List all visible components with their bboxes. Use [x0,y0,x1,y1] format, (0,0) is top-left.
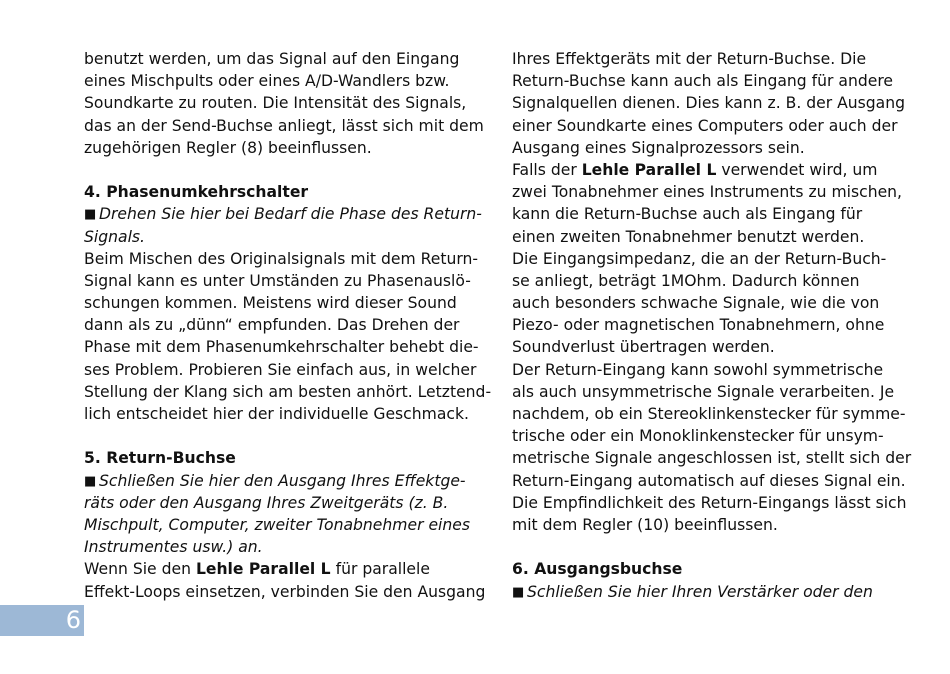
text-line: Falls der Lehle Parallel L verwendet wird, um [512,160,878,179]
text-line: einen zweiten Tonabnehmer benutzt werden. [512,227,865,246]
text-line: zugehörigen Regler (8) beeinflussen. [84,138,372,157]
text-line: Signal kann es unter Umständen zu Phasenauslö- [84,271,471,290]
text-line: schungen kommen. Meistens wird dieser Sound [84,294,457,313]
right-column [512,48,922,603]
bullet-square-icon: ■ [84,207,97,223]
text-line: als auch unsymmetrische Signale verarbeiten. Je [512,382,895,401]
bullet-square-icon: ■ [512,584,525,600]
text-line: das an der Send-Buchse anliegt, lässt sich mit dem [84,116,484,135]
text-line: mit dem Regler (10) beeinflussen. [512,515,778,534]
text-line: Stellung der Klang sich am besten anhört. Letztend- [84,382,492,401]
text-line: dann als zu „dünn“ empfunden. Das Drehen der [84,316,460,335]
bullet-square-icon: ■ [84,473,97,489]
text-line: Effekt-Loops einsetzen, verbinden Sie den Ausgang [84,582,486,601]
text-line: benutzt werden, um das Signal auf den Eingang [84,50,460,68]
text-line: Beim Mischen des Originalsignals mit dem Return- [84,249,478,268]
instruction-line: ■ Schließen Sie hier Ihren Verstärker oder den [512,581,922,603]
text-line: nachdem, ob ein Stereoklinkenstecker für symme- [512,405,906,423]
text-line: metrische Signale angeschlossen ist, stellt sich der [512,449,912,468]
section-heading: 5. Return-Buchse [84,449,236,468]
product-name: Lehle Parallel L [195,560,331,579]
text-line: se anliegt, beträgt 1MOhm. Dadurch können [512,271,860,290]
text-line: lich entscheidet hier der individuelle Geschmack. [84,405,469,423]
left-column [84,48,494,603]
text-line: eines Mischpults oder eines A/D-Wandlers bzw. [84,72,450,91]
text-line: kann die Return-Buchse auch als Eingang für [512,205,863,224]
text-line: Ihres Effektgeräts mit der Return-Buchse. Die [512,50,867,68]
text-line: Return-Eingang automatisch auf dieses Signal ein. [512,471,906,490]
page-number: 6 [65,606,81,634]
text-line: trische oder ein Monoklinkenstecker für unsym- [512,427,884,446]
text-line: Signalquellen dienen. Dies kann z. B. der Ausgang [512,94,906,113]
text-line: Phase mit dem Phasenumkehrschalter behebt die- [84,338,479,357]
text-line: einer Soundkarte eines Computers oder auch der [512,116,898,135]
text-line: Soundkarte zu routen. Die Intensität des Signals, [84,94,467,113]
instruction-line: räts oder den Ausgang Ihres Zweitgeräts (z. B. [84,493,449,512]
text-line: auch besonders schwache Signale, wie die von [512,294,880,313]
section-heading: 4. Phasenumkehrschalter [84,183,309,202]
text-line: zwei Tonabnehmer eines Instruments zu mischen, [512,183,903,202]
product-name: Lehle Parallel L [581,160,717,179]
page-number-tab [0,605,84,636]
instruction-line: ■ Schließen Sie hier den Ausgang Ihres Effektge- [84,470,494,492]
text-line: Die Empfindlichkeit des Return-Eingangs lässt sich [512,493,907,512]
text-line: Wenn Sie den Lehle Parallel L für parallele [84,560,430,579]
section-heading: 6. Ausgangsbuchse [512,560,683,579]
text-line: Der Return-Eingang kann sowohl symmetrische [512,360,884,379]
instruction-line: Signals. [84,227,145,246]
text-line: Return-Buchse kann auch als Eingang für andere [512,72,893,91]
instruction-line: ■ Drehen Sie hier bei Bedarf die Phase des Return- [84,203,494,225]
text-line: Piezo- oder magnetischen Tonabnehmern, ohne [512,316,885,335]
instruction-line: Mischpult, Computer, zweiter Tonabnehmer eines [84,515,470,534]
text-line: ses Problem. Probieren Sie einfach aus, in welcher [84,360,477,379]
text-line: Soundverlust übertragen werden. [512,338,775,357]
text-line: Ausgang eines Signalprozessors sein. [512,138,805,157]
instruction-line: Instrumentes usw.) an. [84,538,263,557]
text-line: Die Eingangsimpedanz, die an der Return-Buch- [512,249,887,268]
